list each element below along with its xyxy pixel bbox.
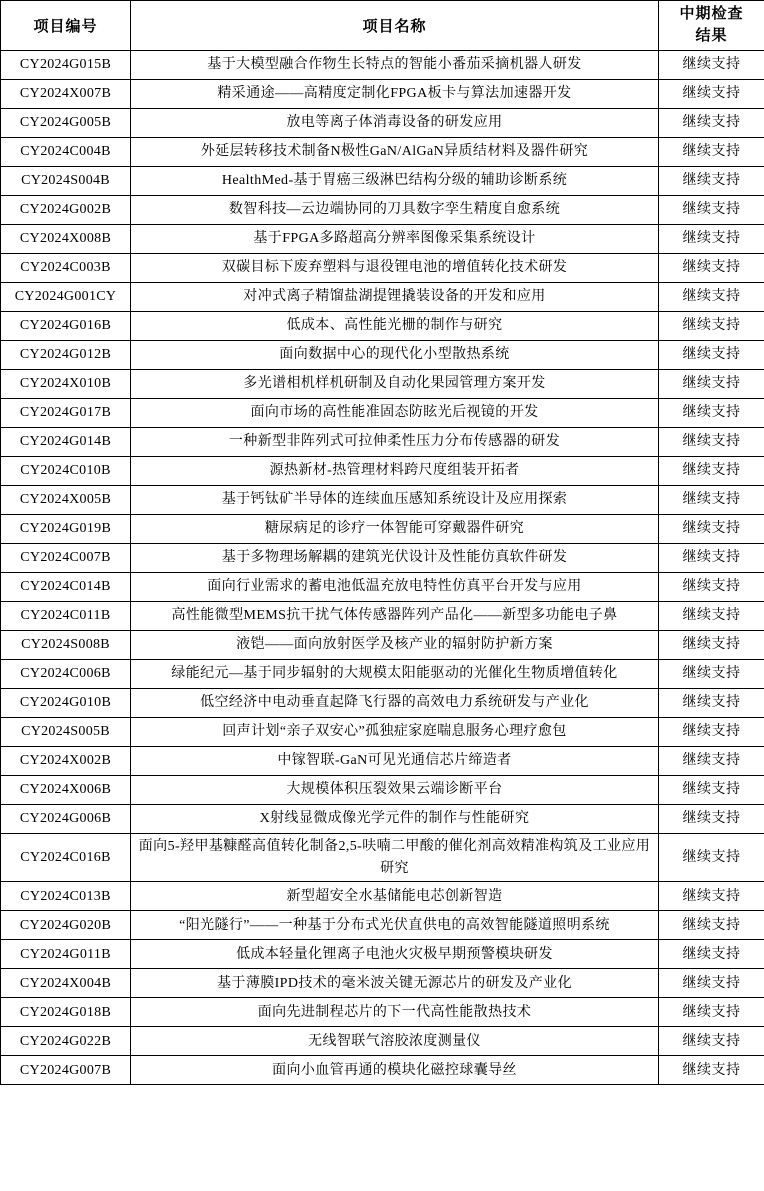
table-row — [1, 660, 764, 689]
project-id-cell: CY2024G017B — [1, 399, 131, 428]
table-row — [1, 167, 764, 196]
project-id-cell: CY2024X008B — [1, 225, 131, 254]
table-row — [1, 428, 764, 457]
project-id-cell: CY2024X010B — [1, 370, 131, 399]
project-name-cell: 面向小血管再通的模块化磁控球囊导丝 — [131, 1056, 659, 1085]
project-name-cell: 低空经济中电动垂直起降飞行器的高效电力系统研发与产业化 — [131, 689, 659, 718]
project-name-cell: 一种新型非阵列式可拉伸柔性压力分布传感器的研发 — [131, 428, 659, 457]
table-row — [1, 602, 764, 631]
result-cell: 继续支持 — [659, 51, 764, 80]
project-name-cell: 面向5-羟甲基糠醛高值转化制备2,5-呋喃二甲酸的催化剂高效精准构筑及工业应用研究 — [131, 834, 659, 882]
table-row — [1, 312, 764, 341]
result-cell: 继续支持 — [659, 573, 764, 602]
project-name-cell: 绿能纪元—基于同步辐射的大规模太阳能驱动的光催化生物质增值转化 — [131, 660, 659, 689]
project-name-cell: 基于大模型融合作物生长特点的智能小番茄采摘机器人研发 — [131, 51, 659, 80]
project-id-cell: CY2024C014B — [1, 573, 131, 602]
project-name-cell: 双碳目标下废弃塑料与退役锂电池的增值转化技术研发 — [131, 254, 659, 283]
table-row — [1, 776, 764, 805]
project-id-cell: CY2024X002B — [1, 747, 131, 776]
project-id-cell: CY2024C011B — [1, 602, 131, 631]
project-id-cell: CY2024G007B — [1, 1056, 131, 1085]
result-cell: 继续支持 — [659, 718, 764, 747]
result-cell: 继续支持 — [659, 370, 764, 399]
table-row — [1, 718, 764, 747]
project-id-cell: CY2024C006B — [1, 660, 131, 689]
project-name-cell: 精采通途——高精度定制化FPGA板卡与算法加速器开发 — [131, 80, 659, 109]
project-name-cell: 面向市场的高性能准固态防眩光后视镜的开发 — [131, 399, 659, 428]
table-row — [1, 573, 764, 602]
project-id-cell: CY2024G014B — [1, 428, 131, 457]
project-id-cell: CY2024C007B — [1, 544, 131, 573]
project-id-cell: CY2024X004B — [1, 969, 131, 998]
table-row — [1, 515, 764, 544]
result-cell: 继续支持 — [659, 660, 764, 689]
table-body — [1, 51, 764, 1085]
project-name-cell: 大规模体积压裂效果云端诊断平台 — [131, 776, 659, 805]
table-row — [1, 486, 764, 515]
header-result-label: 中期检查结果 — [679, 5, 744, 44]
project-id-cell: CY2024S008B — [1, 631, 131, 660]
result-cell: 继续支持 — [659, 631, 764, 660]
result-cell: 继续支持 — [659, 689, 764, 718]
table-row — [1, 341, 764, 370]
table-row — [1, 80, 764, 109]
project-name-cell: 高性能微型MEMS抗干扰气体传感器阵列产品化——新型多功能电子鼻 — [131, 602, 659, 631]
project-id-cell: CY2024C013B — [1, 882, 131, 911]
project-name-cell: 无线智联气溶胶浓度测量仪 — [131, 1027, 659, 1056]
result-cell: 继续支持 — [659, 1056, 764, 1085]
project-name-cell: “阳光隧行”——一种基于分布式光伏直供电的高效智能隧道照明系统 — [131, 911, 659, 940]
project-id-cell: CY2024G015B — [1, 51, 131, 80]
project-name-cell: 糖尿病足的诊疗一体智能可穿戴器件研究 — [131, 515, 659, 544]
table-row — [1, 196, 764, 225]
project-name-cell: 回声计划“亲子双安心”孤独症家庭喘息服务心理疗愈包 — [131, 718, 659, 747]
table-row — [1, 254, 764, 283]
result-cell: 继续支持 — [659, 969, 764, 998]
project-id-cell: CY2024G011B — [1, 940, 131, 969]
header-project-name: 项目名称 — [131, 1, 659, 51]
table-row — [1, 457, 764, 486]
result-cell: 继续支持 — [659, 196, 764, 225]
project-name-cell: 多光谱相机样机研制及自动化果园管理方案开发 — [131, 370, 659, 399]
project-id-cell: CY2024G022B — [1, 1027, 131, 1056]
project-name-cell: HealthMed-基于胃癌三级淋巴结构分级的辅助诊断系统 — [131, 167, 659, 196]
header-result — [659, 1, 764, 51]
project-name-cell: 放电等离子体消毒设备的研发应用 — [131, 109, 659, 138]
table-row — [1, 544, 764, 573]
result-cell: 继续支持 — [659, 225, 764, 254]
table-row — [1, 399, 764, 428]
project-name-cell: 基于多物理场解耦的建筑光伏设计及性能仿真软件研发 — [131, 544, 659, 573]
result-cell: 继续支持 — [659, 109, 764, 138]
project-id-cell: CY2024G005B — [1, 109, 131, 138]
result-cell: 继续支持 — [659, 544, 764, 573]
table-row — [1, 747, 764, 776]
result-cell: 继续支持 — [659, 882, 764, 911]
project-id-cell: CY2024G002B — [1, 196, 131, 225]
project-id-cell: CY2024C016B — [1, 834, 131, 882]
result-cell: 继续支持 — [659, 80, 764, 109]
result-cell: 继续支持 — [659, 283, 764, 312]
result-cell: 继续支持 — [659, 138, 764, 167]
result-cell: 继续支持 — [659, 776, 764, 805]
table-row — [1, 998, 764, 1027]
project-name-cell: 基于FPGA多路超高分辨率图像采集系统设计 — [131, 225, 659, 254]
project-id-cell: CY2024G018B — [1, 998, 131, 1027]
project-id-cell: CY2024C003B — [1, 254, 131, 283]
table-row — [1, 882, 764, 911]
result-cell: 继续支持 — [659, 428, 764, 457]
table-row — [1, 109, 764, 138]
project-name-cell: 基于钙钛矿半导体的连续血压感知系统设计及应用探索 — [131, 486, 659, 515]
result-cell: 继续支持 — [659, 747, 764, 776]
table-row — [1, 631, 764, 660]
table-row — [1, 51, 764, 80]
table-row — [1, 834, 764, 882]
table-row — [1, 370, 764, 399]
table-row — [1, 940, 764, 969]
table-row — [1, 1027, 764, 1056]
result-cell: 继续支持 — [659, 834, 764, 882]
project-id-cell: CY2024G020B — [1, 911, 131, 940]
project-id-cell: CY2024X005B — [1, 486, 131, 515]
result-cell: 继续支持 — [659, 254, 764, 283]
project-name-cell: 外延层转移技术制备N极性GaN/AlGaN异质结材料及器件研究 — [131, 138, 659, 167]
table-row — [1, 138, 764, 167]
project-id-cell: CY2024G019B — [1, 515, 131, 544]
result-cell: 继续支持 — [659, 341, 764, 370]
table-row — [1, 689, 764, 718]
project-id-cell: CY2024G006B — [1, 805, 131, 834]
result-cell: 继续支持 — [659, 911, 764, 940]
project-id-cell: CY2024S004B — [1, 167, 131, 196]
result-cell: 继续支持 — [659, 805, 764, 834]
table-row — [1, 805, 764, 834]
project-id-cell: CY2024G001CY — [1, 283, 131, 312]
header-project-id: 项目编号 — [1, 1, 131, 51]
result-cell: 继续支持 — [659, 1027, 764, 1056]
project-id-cell: CY2024G010B — [1, 689, 131, 718]
table-row — [1, 969, 764, 998]
project-name-cell: 对冲式离子精馏盐湖提锂撬装设备的开发和应用 — [131, 283, 659, 312]
project-id-cell: CY2024X006B — [1, 776, 131, 805]
project-name-cell: X射线显微成像光学元件的制作与性能研究 — [131, 805, 659, 834]
result-cell: 继续支持 — [659, 515, 764, 544]
project-id-cell: CY2024C004B — [1, 138, 131, 167]
table-row — [1, 283, 764, 312]
result-cell: 继续支持 — [659, 399, 764, 428]
project-id-cell: CY2024X007B — [1, 80, 131, 109]
project-name-cell: 基于薄膜IPD技术的毫米波关键无源芯片的研发及产业化 — [131, 969, 659, 998]
project-name-cell: 面向数据中心的现代化小型散热系统 — [131, 341, 659, 370]
project-id-cell: CY2024C010B — [1, 457, 131, 486]
table-row — [1, 1056, 764, 1085]
result-cell: 继续支持 — [659, 167, 764, 196]
project-name-cell: 源热新材-热管理材料跨尺度组装开拓者 — [131, 457, 659, 486]
result-cell: 继续支持 — [659, 940, 764, 969]
project-id-cell: CY2024G012B — [1, 341, 131, 370]
result-cell: 继续支持 — [659, 998, 764, 1027]
result-cell: 继续支持 — [659, 486, 764, 515]
result-cell: 继续支持 — [659, 312, 764, 341]
table-row — [1, 911, 764, 940]
project-name-cell: 中镓智联-GaN可见光通信芯片缔造者 — [131, 747, 659, 776]
project-id-cell: CY2024G016B — [1, 312, 131, 341]
table-header-row — [1, 1, 764, 51]
project-id-cell: CY2024S005B — [1, 718, 131, 747]
project-name-cell: 数智科技—云边端协同的刀具数字孪生精度自愈系统 — [131, 196, 659, 225]
result-cell: 继续支持 — [659, 602, 764, 631]
project-name-cell: 液铠——面向放射医学及核产业的辐射防护新方案 — [131, 631, 659, 660]
result-cell: 继续支持 — [659, 457, 764, 486]
project-name-cell: 面向行业需求的蓄电池低温充放电特性仿真平台开发与应用 — [131, 573, 659, 602]
project-name-cell: 低成本轻量化锂离子电池火灾极早期预警模块研发 — [131, 940, 659, 969]
project-name-cell: 新型超安全水基储能电芯创新智造 — [131, 882, 659, 911]
project-name-cell: 低成本、高性能光栅的制作与研究 — [131, 312, 659, 341]
table-row — [1, 225, 764, 254]
project-name-cell: 面向先进制程芯片的下一代高性能散热技术 — [131, 998, 659, 1027]
